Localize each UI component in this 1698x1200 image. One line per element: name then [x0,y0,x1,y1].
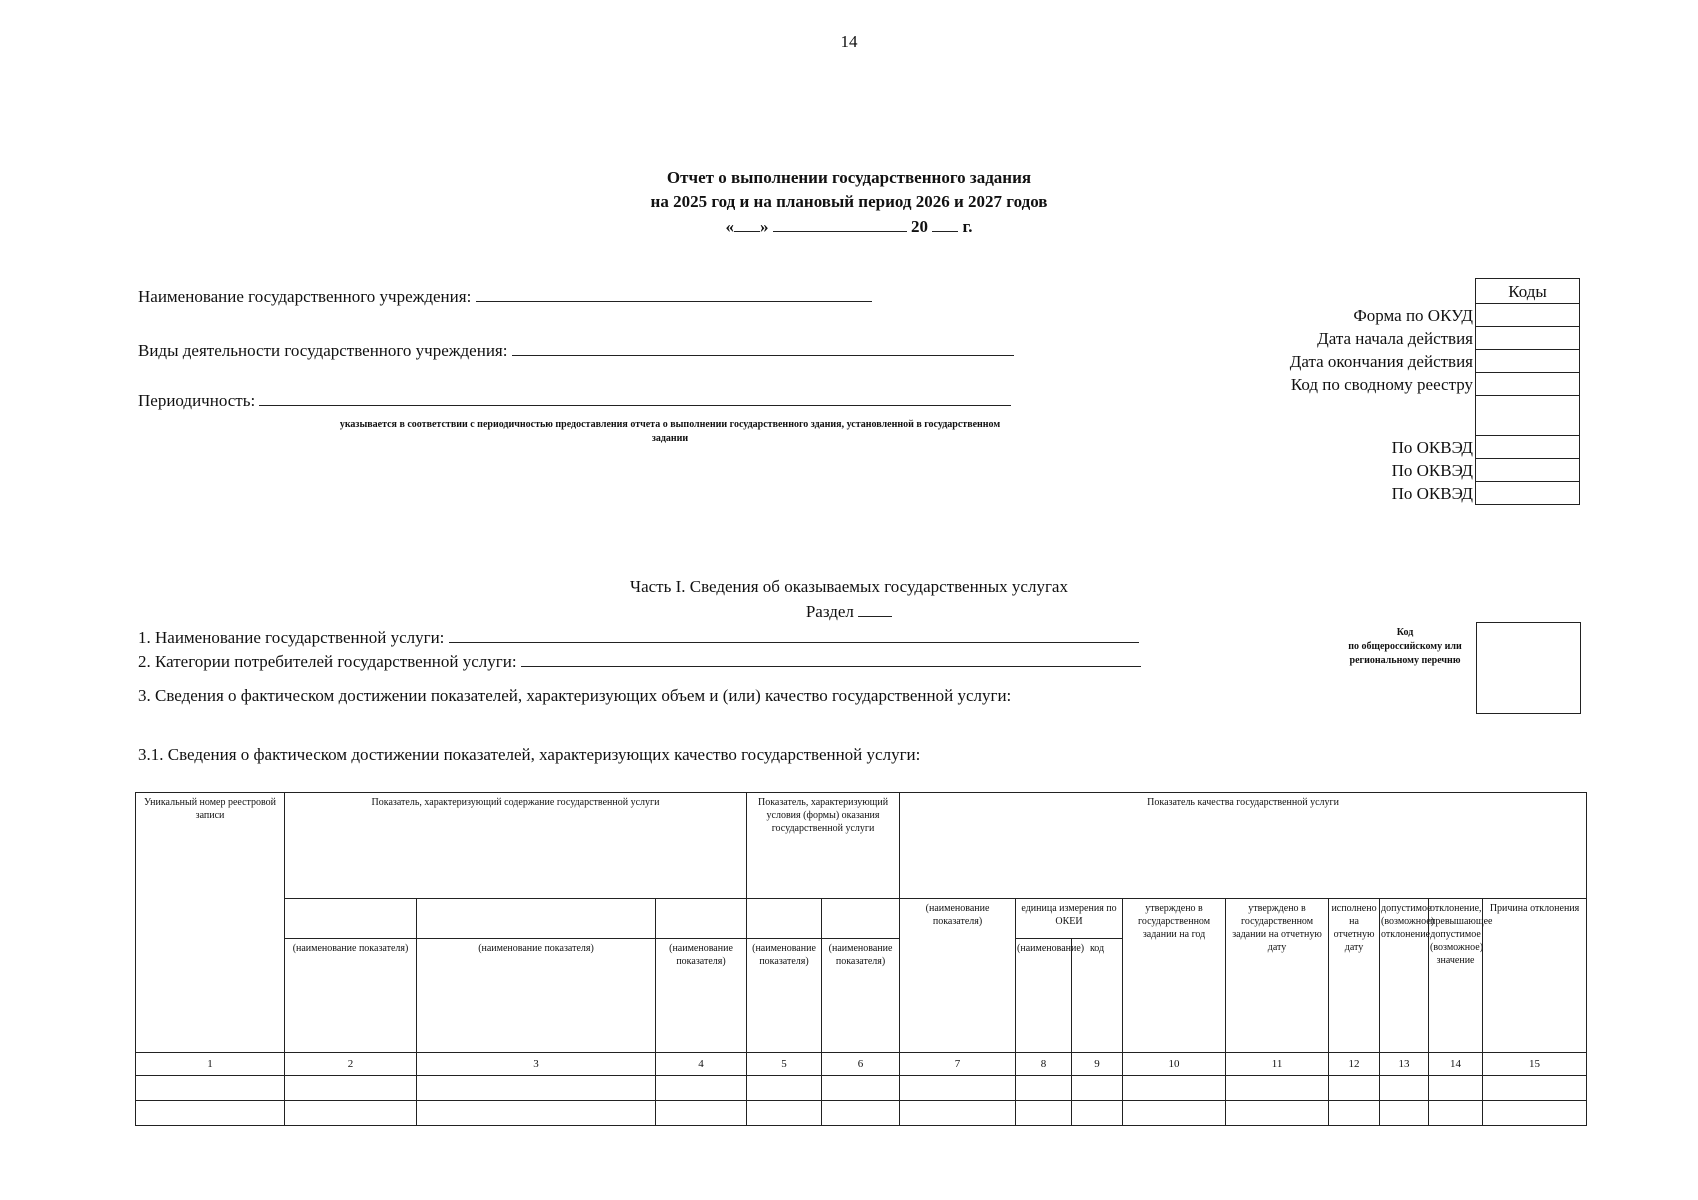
col-num-5: 5 [747,1053,822,1076]
sub-conditions-name-1: (наименование показателя) [747,939,822,1053]
col-num-6: 6 [822,1053,900,1076]
periodicity-label: Периодичность: [138,391,256,410]
table-cell[interactable] [900,1101,1016,1126]
table-cell[interactable] [1329,1076,1380,1101]
section-line [0,601,1698,622]
codes-header: Коды [1475,278,1580,304]
codes-table [1190,280,1580,505]
header-unit-okei: единица измерения по ОКЕИ [1016,899,1123,939]
year-blank[interactable] [932,216,958,232]
table-cell[interactable] [656,1101,747,1126]
col-num-10: 10 [1123,1053,1226,1076]
day-blank[interactable] [734,216,760,232]
registry-code-label: Код по общероссийскому или региональному перечню [1348,627,1462,666]
table-cell[interactable] [1016,1101,1072,1126]
report-title-line2: на 2025 год и на плановый период 2026 и 2027 годов [650,192,1048,211]
conditions-blank-1[interactable] [747,899,822,939]
registry-code-box[interactable] [1476,622,1581,714]
code-label-registry: Код по сводному реестру [1290,375,1473,394]
column-numbers-row [136,1053,1587,1076]
table-cell[interactable] [1429,1101,1483,1126]
sub-content-name-2: (наименование показателя) [417,939,656,1053]
sub-conditions-name-2: (наименование показателя) [822,939,900,1053]
table-cell[interactable] [656,1076,747,1101]
periodicity-note [270,418,1070,446]
table-cell[interactable] [822,1076,900,1101]
header-executed: исполнено на отчетную дату [1329,899,1380,1053]
code-box-okved-2[interactable] [1475,459,1580,482]
col-num-1: 1 [136,1053,285,1076]
col-num-14: 14 [1429,1053,1483,1076]
content-blank-3[interactable] [656,899,747,939]
year-prefix: 20 [910,217,928,236]
quality-indicators-table [135,792,1587,1126]
header-quality-name: (наименование показателя) [900,899,1016,1053]
code-box-okved-1[interactable] [1475,436,1580,459]
col-num-9: 9 [1072,1053,1123,1076]
col-num-3: 3 [417,1053,656,1076]
code-label-blank [1190,396,1475,436]
service-name-field [138,627,1139,648]
sub-content-name-1: (наименование показателя) [285,939,417,1053]
code-box-blank[interactable] [1475,396,1580,436]
periodicity-note-line2: задании [651,433,689,444]
sub-unit-code: код [1072,939,1123,1053]
header-deviation-reason: Причина отклонения [1483,899,1587,1053]
table-cell[interactable] [1380,1101,1429,1126]
institution-name-blank[interactable] [476,286,872,302]
col-num-13: 13 [1380,1053,1429,1076]
table-cell[interactable] [1072,1076,1123,1101]
header-approved-year: утверждено в государственном задании на год [1123,899,1226,1053]
activity-types-blank[interactable] [512,340,1014,356]
table-cell[interactable] [1123,1076,1226,1101]
item-3-text: 3. Сведения о фактическом достижении показателей, характеризующих объем и (или) качество государственной услуги: [138,686,1012,705]
table-cell[interactable] [136,1076,285,1101]
table-cell[interactable] [136,1101,285,1126]
code-box-start-date[interactable] [1475,327,1580,350]
table-cell[interactable] [1429,1076,1483,1101]
section-label: Раздел [805,602,854,621]
table-cell[interactable] [1329,1101,1380,1126]
table-cell[interactable] [747,1101,822,1126]
table-cell[interactable] [417,1101,656,1126]
header-allowed-deviation: допустимое (возможное) отклонение [1380,899,1429,1053]
table-cell[interactable] [1483,1076,1587,1101]
periodicity-note-line1: указывается в соответствии с периодичностью предоставления отчета о выполнении государственного здания, установленной в государственном [339,419,1001,430]
institution-name-label: Наименование государственного учреждения: [138,287,472,306]
col-num-15: 15 [1483,1053,1587,1076]
code-box-registry[interactable] [1475,373,1580,396]
table-cell[interactable] [1380,1076,1429,1101]
code-label-okved-2: По ОКВЭД [1391,461,1473,480]
header-content-indicator: Показатель, характеризующий содержание государственной услуги [285,793,747,899]
activity-types-field [138,340,1014,361]
content-blank-1[interactable] [285,899,417,939]
table-cell[interactable] [900,1076,1016,1101]
table-row [136,1101,1587,1126]
table-cell[interactable] [417,1076,656,1101]
page-number: 14 [840,32,858,51]
year-suffix: г. [962,217,973,236]
content-blank-2[interactable] [417,899,656,939]
table-cell[interactable] [1483,1101,1587,1126]
table-cell[interactable] [1226,1076,1329,1101]
col-num-12: 12 [1329,1053,1380,1076]
table-cell[interactable] [1016,1076,1072,1101]
header-approved-date: утверждено в государственном задании на отчетную дату [1226,899,1329,1053]
report-date-line [0,216,1698,237]
consumer-categories-label: 2. Категории потребителей государственной услуги: [138,652,517,671]
code-label-end-date: Дата окончания действия [1289,352,1473,371]
periodicity-blank[interactable] [259,390,1011,406]
table-cell[interactable] [1226,1101,1329,1126]
section-number-blank[interactable] [858,601,892,617]
item-3-1-text: 3.1. Сведения о фактическом достижении показателей, характеризующих качество государственной услуги: [138,745,921,764]
sub-content-name-3: (наименование показателя) [656,939,747,1053]
consumer-categories-blank[interactable] [521,651,1141,667]
code-label-okved-3: По ОКВЭД [1391,484,1473,503]
code-box-okud[interactable] [1475,304,1580,327]
table-cell[interactable] [285,1101,417,1126]
header-conditions-indicator: Показатель, характеризующий условия (формы) оказания государственной услуги [747,793,900,899]
code-label-start-date: Дата начала действия [1317,329,1473,348]
col-num-2: 2 [285,1053,417,1076]
header-excess-deviation: отклонение, превышающее допустимое (возможное) значение [1429,899,1483,1053]
header-quality-indicator: Показатель качества государственной услуги [900,793,1587,899]
col-num-7: 7 [900,1053,1016,1076]
table-cell[interactable] [1123,1101,1226,1126]
consumer-categories-field [138,651,1141,672]
service-name-blank[interactable] [449,627,1139,643]
report-title-line1: Отчет о выполнении государственного задания [666,168,1032,187]
institution-name-field [138,286,872,307]
table-row [136,1076,1587,1101]
table-cell[interactable] [822,1101,900,1126]
code-box-okved-3[interactable] [1475,482,1580,505]
col-num-11: 11 [1226,1053,1329,1076]
periodicity-field [138,390,1011,411]
table-cell[interactable] [1072,1101,1123,1126]
conditions-blank-2[interactable] [822,899,900,939]
month-blank[interactable] [773,216,907,232]
code-box-end-date[interactable] [1475,350,1580,373]
sub-unit-name: (наименование) [1016,939,1072,1053]
code-label-okud: Форма по ОКУД [1353,306,1473,325]
col-num-4: 4 [656,1053,747,1076]
service-name-label: 1. Наименование государственной услуги: [138,628,445,647]
date-close-quote: » [759,217,769,236]
activity-types-label: Виды деятельности государственного учреждения: [138,341,508,360]
table-cell[interactable] [747,1076,822,1101]
table-cell[interactable] [285,1076,417,1101]
header-unique-number: Уникальный номер реестровой записи [136,793,285,1053]
col-num-8: 8 [1016,1053,1072,1076]
date-open-quote: « [725,217,734,236]
code-label-okved-1: По ОКВЭД [1391,438,1473,457]
part-title: Часть I. Сведения об оказываемых государственных услугах [630,577,1068,596]
